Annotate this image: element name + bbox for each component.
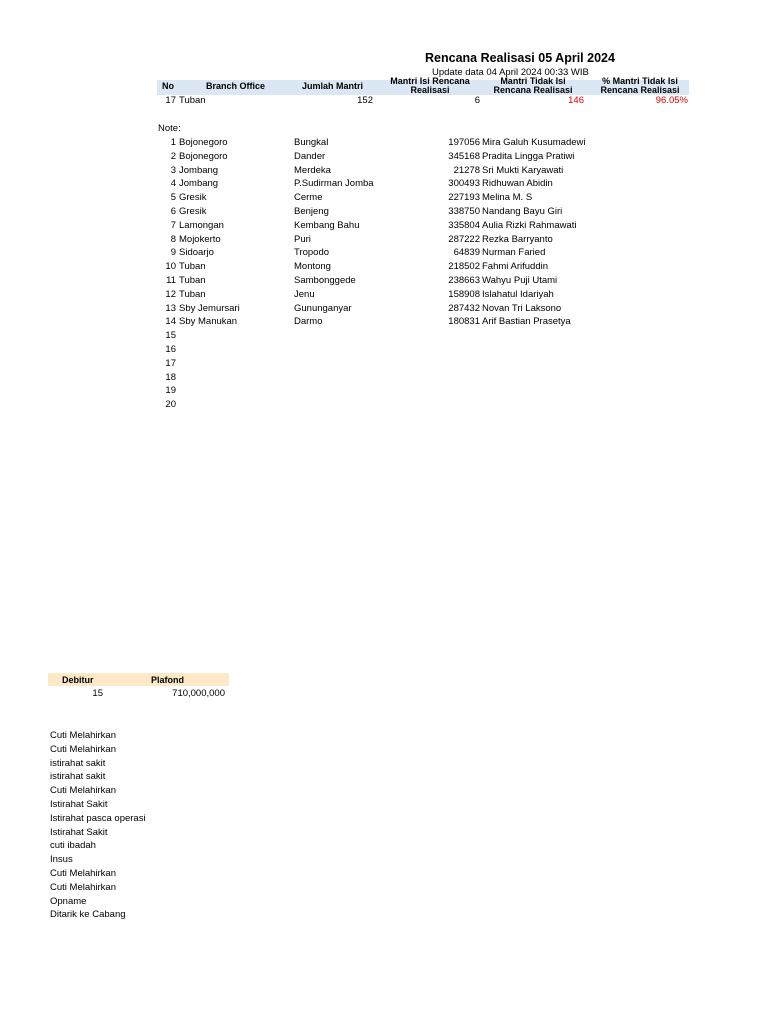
note-branch: Sby Manukan bbox=[179, 316, 238, 328]
header-isi bbox=[380, 77, 480, 96]
note-no: 9 bbox=[170, 247, 176, 259]
reason-item: Istirahat pasca operasi bbox=[50, 812, 146, 824]
note-unit: Benjeng bbox=[294, 206, 329, 217]
note-name: Wahyu Puji Utami bbox=[482, 275, 558, 286]
summary-branch: Tuban bbox=[179, 95, 206, 106]
note-id: 238663 bbox=[448, 275, 480, 286]
note-unit: Dander bbox=[294, 150, 326, 162]
update-timestamp: Update data 04 April 2024 00:33 WIB bbox=[432, 67, 589, 78]
note-unit: Darmo bbox=[294, 316, 323, 328]
note-row bbox=[0, 192, 768, 204]
note-id: 21278 bbox=[453, 164, 480, 176]
note-row bbox=[0, 151, 768, 163]
note-id: 287432 bbox=[448, 302, 480, 314]
reason-item: Istirahat Sakit bbox=[50, 826, 108, 838]
note-unit: Kembang Bahu bbox=[294, 219, 360, 231]
summary-isi: 6 bbox=[474, 95, 480, 106]
note-no: 19 bbox=[165, 385, 176, 397]
header-no: No bbox=[162, 81, 174, 91]
note-id: 64839 bbox=[453, 247, 480, 259]
summary-pct: 96.05% bbox=[655, 95, 688, 106]
note-row bbox=[0, 372, 768, 384]
note-row bbox=[0, 289, 768, 301]
note-branch: Tuban bbox=[179, 288, 206, 300]
note-unit: Gununganyar bbox=[294, 302, 352, 314]
note-no: 14 bbox=[165, 316, 176, 328]
note-no: 3 bbox=[170, 164, 176, 176]
note-branch: Tuban bbox=[179, 275, 206, 286]
note-no: 17 bbox=[165, 357, 176, 369]
note-unit: Bungkal bbox=[294, 137, 329, 148]
note-branch: Tuban bbox=[179, 261, 206, 273]
note-unit: Cerme bbox=[294, 192, 323, 204]
header-tidak bbox=[485, 77, 581, 96]
note-no: 5 bbox=[170, 192, 176, 204]
note-unit: Puri bbox=[294, 233, 311, 245]
note-row bbox=[0, 399, 768, 411]
summary-jumlah: 152 bbox=[357, 95, 373, 106]
note-id: 227193 bbox=[448, 192, 480, 204]
note-name: Mira Galuh Kusumadewi bbox=[482, 137, 586, 148]
note-branch: Jombang bbox=[179, 178, 219, 190]
note-row bbox=[0, 330, 768, 342]
header-tidak-line2: Rencana Realisasi bbox=[493, 85, 573, 95]
note-label: Note: bbox=[158, 123, 181, 134]
note-no: 1 bbox=[170, 137, 176, 148]
note-no: 7 bbox=[170, 219, 176, 231]
note-branch: Sidoarjo bbox=[179, 247, 214, 259]
summary-no: 17 bbox=[165, 95, 176, 106]
reason-item: Cuti Melahirkan bbox=[50, 743, 116, 755]
note-branch: Bojonegoro bbox=[179, 150, 228, 162]
note-unit: Merdeka bbox=[294, 164, 331, 176]
reason-item: Insus bbox=[50, 854, 73, 866]
note-id: 335804 bbox=[448, 219, 480, 231]
note-branch: Mojokerto bbox=[179, 233, 221, 245]
note-row bbox=[0, 385, 768, 397]
reason-item: istirahat sakit bbox=[50, 771, 106, 783]
note-no: 4 bbox=[170, 178, 176, 190]
note-no: 20 bbox=[165, 399, 176, 411]
note-name: Pradita Lingga Pratiwi bbox=[482, 150, 575, 162]
header-pct bbox=[590, 77, 690, 96]
note-no: 18 bbox=[165, 371, 176, 383]
header-tidak-line1: Mantri Tidak Isi bbox=[500, 77, 566, 86]
header-pct-line2: Rencana Realisasi bbox=[600, 85, 680, 95]
note-row bbox=[0, 275, 768, 287]
note-no: 6 bbox=[170, 206, 176, 217]
note-unit: Montong bbox=[294, 261, 331, 273]
header-branch: Branch Office bbox=[206, 81, 266, 91]
header-pct-line1: % Mantri Tidak Isi bbox=[602, 77, 678, 86]
note-branch: Lamongan bbox=[179, 219, 224, 231]
header-isi-line1: Mantri Isi Rencana bbox=[390, 77, 470, 86]
note-row bbox=[0, 234, 768, 246]
header-jumlah: Jumlah Mantri bbox=[302, 81, 364, 91]
note-id: 158908 bbox=[448, 288, 480, 300]
note-no: 16 bbox=[165, 344, 176, 355]
note-name: Rezka Barryanto bbox=[482, 233, 553, 245]
header-debitur: Debitur bbox=[62, 675, 94, 685]
note-name: Nandang Bayu Giri bbox=[482, 206, 563, 217]
note-row bbox=[0, 358, 768, 370]
note-row bbox=[0, 247, 768, 259]
note-unit: Sambonggede bbox=[294, 275, 356, 286]
note-name: Arif Bastian Prasetya bbox=[482, 316, 571, 328]
note-branch: Gresik bbox=[179, 192, 207, 204]
reason-item: Cuti Melahirkan bbox=[50, 868, 116, 879]
plafond-value: 710,000,000 bbox=[172, 688, 225, 699]
note-row bbox=[0, 165, 768, 177]
note-no: 12 bbox=[165, 288, 176, 300]
note-unit: Tropodo bbox=[294, 247, 330, 259]
reason-item: Ditarik ke Cabang bbox=[50, 909, 126, 921]
note-id: 197056 bbox=[448, 137, 480, 148]
reason-item: Cuti Melahirkan bbox=[50, 730, 116, 741]
summary-tidak: 146 bbox=[568, 95, 584, 106]
note-unit: Jenu bbox=[294, 288, 315, 300]
note-row bbox=[0, 178, 768, 190]
note-id: 345168 bbox=[448, 150, 480, 162]
note-id: 180831 bbox=[448, 316, 480, 328]
reason-item: Opname bbox=[50, 895, 87, 907]
note-name: Islahatul Idariyah bbox=[482, 288, 554, 300]
note-name: Sri Mukti Karyawati bbox=[482, 164, 564, 176]
reason-item: istirahat sakit bbox=[50, 757, 106, 769]
note-name: Aulia Rizki Rahmawati bbox=[482, 219, 577, 231]
note-row bbox=[0, 303, 768, 315]
summary-row bbox=[0, 95, 768, 107]
page-title: Rencana Realisasi 05 April 2024 bbox=[425, 51, 615, 65]
note-id: 300493 bbox=[448, 178, 480, 190]
note-row bbox=[0, 206, 768, 218]
note-no: 15 bbox=[165, 330, 176, 342]
note-name: Melina M. S bbox=[482, 192, 533, 204]
note-branch: Jombang bbox=[179, 164, 219, 176]
reason-item: cuti ibadah bbox=[50, 840, 96, 852]
note-no: 13 bbox=[165, 302, 176, 314]
note-no: 11 bbox=[166, 275, 176, 286]
reason-item: Cuti Melahirkan bbox=[50, 785, 116, 797]
note-id: 287222 bbox=[448, 233, 480, 245]
debitur-value: 15 bbox=[92, 688, 103, 699]
note-name: Ridhuwan Abidin bbox=[482, 178, 553, 190]
note-name: Novan Tri Laksono bbox=[482, 302, 562, 314]
reason-item: Istirahat Sakit bbox=[50, 799, 108, 810]
note-id: 338750 bbox=[448, 206, 480, 217]
note-branch: Bojonegoro bbox=[179, 137, 228, 148]
note-unit: P.Sudirman Jomba bbox=[294, 178, 374, 190]
note-branch: Gresik bbox=[179, 206, 207, 217]
note-no: 8 bbox=[170, 233, 176, 245]
note-row bbox=[0, 344, 768, 356]
note-row bbox=[0, 220, 768, 232]
header-isi-line2: Realisasi bbox=[410, 85, 450, 95]
note-id: 218502 bbox=[448, 261, 480, 273]
note-no: 2 bbox=[170, 150, 176, 162]
note-name: Nurman Faried bbox=[482, 247, 546, 259]
note-row bbox=[0, 316, 768, 328]
note-name: Fahmi Arifuddin bbox=[482, 261, 549, 273]
header-plafond: Plafond bbox=[151, 675, 184, 685]
reason-item: Cuti Melahirkan bbox=[50, 881, 116, 893]
note-no: 10 bbox=[165, 261, 176, 273]
note-branch: Sby Jemursari bbox=[179, 302, 240, 314]
note-row bbox=[0, 261, 768, 273]
note-row bbox=[0, 137, 768, 149]
